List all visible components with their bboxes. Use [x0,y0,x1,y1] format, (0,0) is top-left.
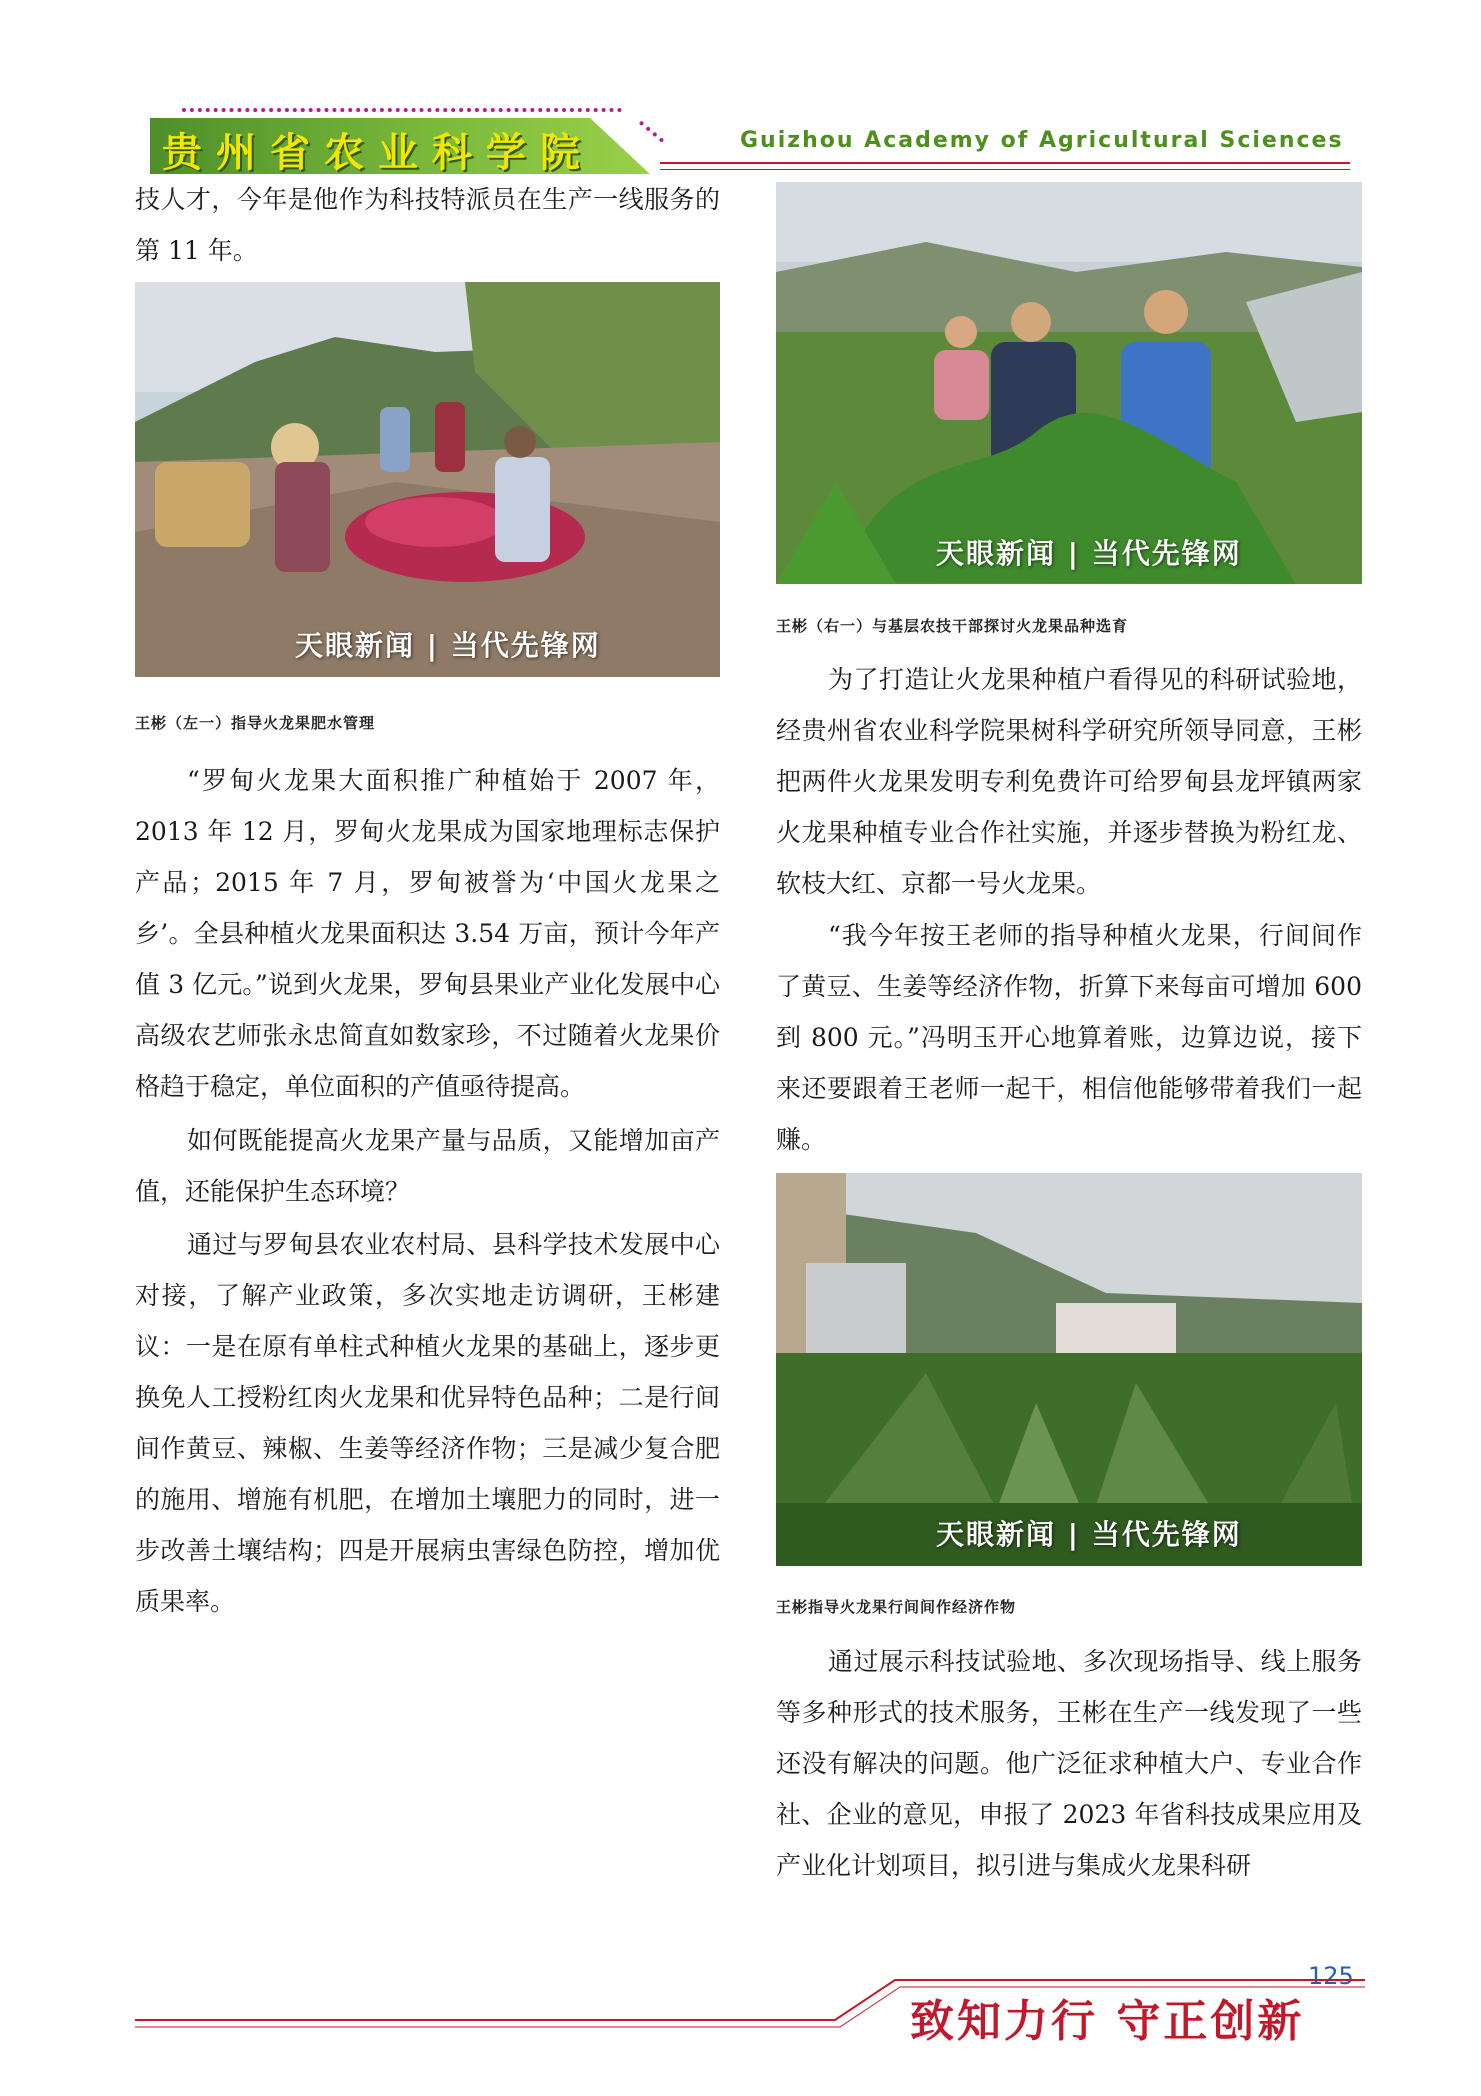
footer-slogan: 致知力行 守正创新 [910,1996,1305,2047]
right-paragraph-1: 为了打造让火龙果种植户看得见的科研试验地，经贵州省农业科学院果树科学研究所领导同意，王彬把两件火龙果发明专利免费许可给罗甸县龙坪镇两家火龙果种植专业合作社实施，并逐步替换为粉红龙、软枝大红、京都一号火龙果。 [776,665,1362,898]
right-paragraph-3: 通过展示科技试验地、多次现场指导、线上服务等多种形式的技术服务，王彬在生产一线发现了一些还没有解决的问题。他广泛征求种植大户、专业合作社、企业的意见，申报了 2023 年省科技成果应用及产业化计划项目，拟引进与集成火龙果科研 [776,1647,1362,1880]
header-red-rule-thin [660,169,1350,170]
left-paragraph-1: “罗甸火龙果大面积推广种植始于 2007 年，2013 年 12 月，罗甸火龙果成为国家地理标志保护产品；2015 年 7 月，罗甸被誉为‘中国火龙果之乡’。全县种植火龙果面积达 3.54 万亩，预计今年产值 3 亿元。”说到火龙果，罗甸县果业产业化发展中心高级农艺师张永忠简直如数家珍，不过随着火龙果价格趋于稳定，单位面积的产值亟待提高。 [135,766,720,1101]
header-dotted-line-right [639,120,665,142]
page-number: 125 [1308,1962,1354,1990]
photo3-watermark: 天眼新闻 | 当代先锋网 [936,1518,1242,1551]
photo-intercropping [776,1173,1362,1566]
photo-fertilizer-management [135,282,720,677]
left-paragraph-0: 技人才，今年是他作为科技特派员在生产一线服务的第 11 年。 [135,185,720,265]
photo1-watermark: 天眼新闻 | 当代先锋网 [295,629,601,662]
caption-photo-3: 王彬指导火龙果行间间作经济作物 [776,1598,1017,1616]
caption-photo-2: 王彬（右一）与基层农技干部探讨火龙果品种选育 [776,617,1129,635]
right-paragraph-2: “我今年按王老师的指导种植火龙果，行间间作了黄豆、生姜等经济作物，折算下来每亩可增加 600 到 800 元。”冯明玉开心地算着账，边算边说，接下来还要跟着王老师一起干，相信他能够带着我们一起赚。 [776,921,1362,1154]
caption-photo-1: 王彬（左一）指导火龙果肥水管理 [135,714,376,732]
left-paragraph-3: 通过与罗甸县农业农村局、县科学技术发展中心对接，了解产业政策，多次实地走访调研，王彬建议：一是在原有单柱式种植火龙果的基础上，逐步更换免人工授粉红肉火龙果和优异特色品种；二是行间间作黄豆、辣椒、生姜等经济作物；三是减少复合肥的施用、增施有机肥，在增加土壤肥力的同时，进一步改善土壤结构；四是开展病虫害绿色防控，增加优质果率。 [135,1230,720,1616]
left-paragraph-2: 如何既能提高火龙果产量与品质，又能增加亩产值，还能保护生态环境？ [135,1126,720,1206]
header-title-en: Guizhou Academy of Agricultural Sciences [740,128,1344,153]
header-title-cn: 贵州省农业科学院 [162,130,594,176]
photo-variety-discussion [776,182,1362,584]
header-red-rule [660,162,1350,164]
header-dotted-line [182,108,622,112]
photo2-watermark: 天眼新闻 | 当代先锋网 [936,537,1242,570]
